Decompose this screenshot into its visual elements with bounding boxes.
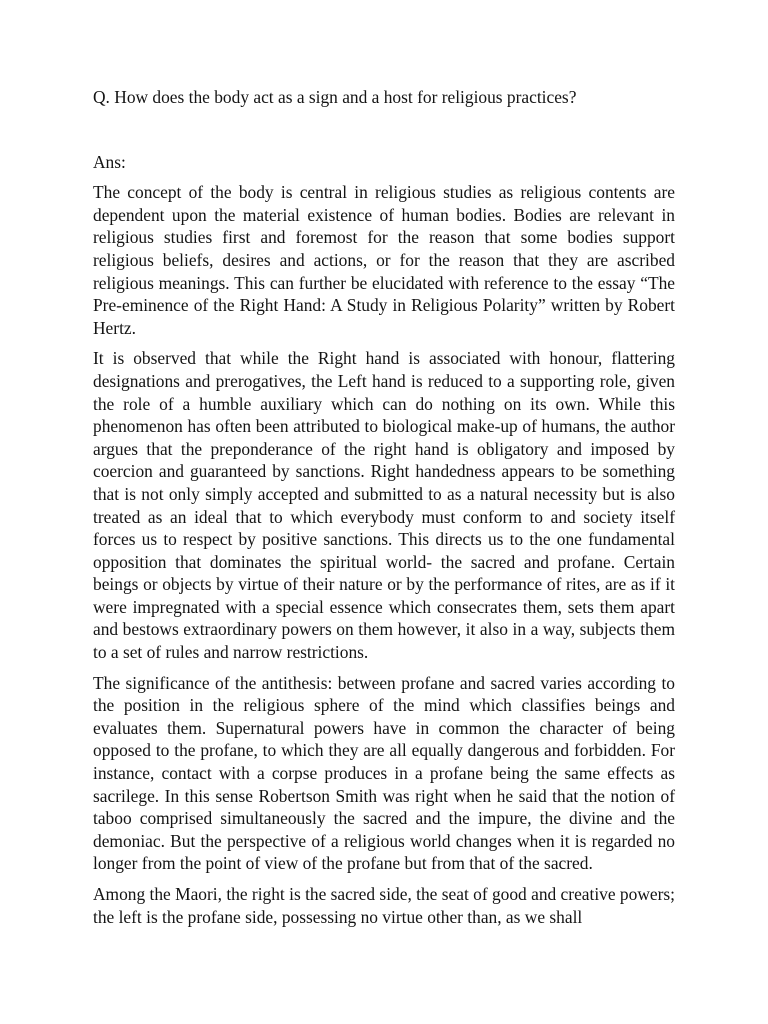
- paragraph-3: The significance of the antithesis: between profane and sacred varies according to the position in the religious sphere of the mind which classifies beings and evaluates them. Supernatural powers have in common the character of being opposed to the profane, to which they are all equally dangerous and forbidden. For instance, contact with a corpse produces in a profane being the same effects as sacrilege. In this sense Robertson Smith was right when he said that the notion of taboo comprised simultaneously the sacred and the impure, the divine and the demoniac. But the perspective of a religious world changes when it is regarded no longer from the point of view of the profane but from that of the sacred.: [93, 672, 675, 874]
- paragraph-2: It is observed that while the Right hand is associated with honour, flattering designations and prerogatives, the Left hand is reduced to a supporting role, given the role of a humble auxiliary which can do nothing on its own. While this phenomenon has often been attributed to biological make-up of humans, the author argues that the preponderance of the right hand is obligatory and imposed by coercion and guaranteed by sanctions. Right handedness appears to be something that is not only simply accepted and submitted to as a natural necessity but is also treated as an ideal that to which everybody must conform to and society itself forces us to respect by positive sanctions. This directs us to the one fundamental opposition that dominates the spiritual world- the sacred and profane. Certain beings or objects by virtue of their nature or by the performance of rites, are as if it were impregnated with a special essence which consecrates them, sets them apart and bestows extraordinary powers on them however, it also in a way, subjects them to a set of rules and narrow restrictions.: [93, 348, 675, 663]
- answer-label: Ans:: [93, 151, 126, 172]
- paragraph-4: Among the Maori, the right is the sacred side, the seat of good and creative powers; the left is the profane side, possessing no virtue other than, as we shall: [93, 884, 675, 927]
- paragraph-1: The concept of the body is central in religious studies as religious contents are dependent upon the material existence of human bodies. Bodies are relevant in religious studies first and foremost for the reason that some bodies support religious beliefs, desires and actions, or for the reason that they are ascribed religious meanings. This can further be elucidated with reference to the essay “The Pre-eminence of the Right Hand: A Study in Religious Polarity” written by Robert Hertz.: [93, 182, 675, 338]
- question-heading: Q. How does the body act as a sign and a host for religious practices?: [93, 87, 577, 107]
- document-page: [93, 86, 675, 936]
